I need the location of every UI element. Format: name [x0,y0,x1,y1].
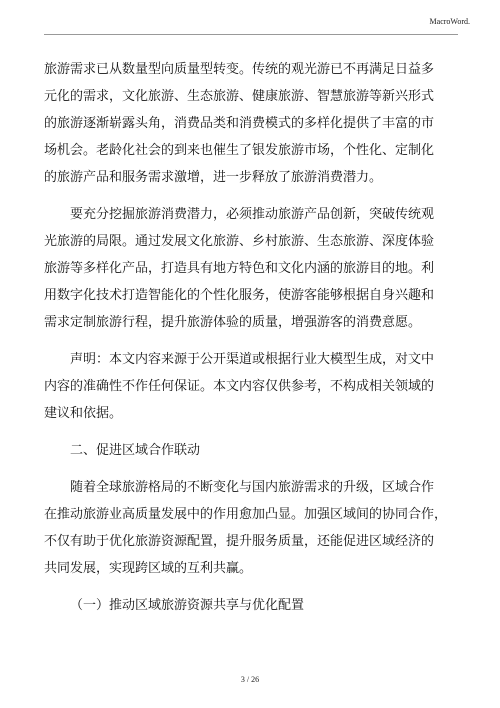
text-line: 随着全球旅游格局的不断变化与国内旅游需求的升级，区域合作 [70,480,435,495]
text-line: 光旅游的局限。通过发展文化旅游、乡村旅游、生态旅游、深度体验 [44,234,435,249]
header-divider [44,34,458,35]
text-line: 要充分挖掘旅游消费潜力，必须推动旅游产品创新，突破传统观 [70,207,435,222]
text-line: 声明：本文内容来源于公开渠道或根据行业大模型生成，对文中 [70,352,435,367]
text-line: 场机会。老龄化社会的到来也催生了银发旅游市场，个性化、定制化 [44,143,435,158]
text-line: 旅游需求已从数量型向质量型转变。传统的观光游已不再满足日益多 [44,62,435,77]
section-heading: 二、促进区域合作联动 [70,443,201,458]
text-line: 旅游等多样化产品，打造具有地方特色和文化内涵的旅游目的地。利 [44,261,435,276]
text-line: 内容的准确性不作任何保证。本文内容仅供参考，不构成相关领域的 [44,379,435,394]
text-line: 在推动旅游业高质量发展中的作用愈加凸显。加强区域间的协同合作， [44,507,448,522]
text-line: 的旅游逐渐崭露头角，消费品类和消费模式的多样化提供了丰富的市 [44,116,435,131]
text-line: 的旅游产品和服务需求激增，进一步释放了旅游消费潜力。 [44,170,383,185]
header-brand: MacroWord. [429,17,470,26]
text-line: 共同发展，实现跨区域的互利共赢。 [44,561,253,576]
text-line: 用数字化技术打造智能化的个性化服务，使游客能够根据自身兴趣和 [44,288,435,303]
subsection-heading: （一）推动区域旅游资源共享与优化配置 [70,598,305,613]
paragraph-disclaimer [44,346,458,427]
paragraph-tourism-demand [44,56,458,191]
text-line: 需求定制旅游行程，提升旅游体验的质量，增强游客的消费意愿。 [44,315,422,330]
text-line: 元化的需求，文化旅游、生态旅游、健康旅游、智慧旅游等新兴形式 [44,89,435,104]
paragraph-product-innovation [44,201,458,336]
text-line: 建议和依据。 [44,406,123,421]
page-content [44,56,458,619]
text-line: 不仅有助于优化旅游资源配置，提升服务质量，还能促进区域经济的 [44,534,435,549]
paragraph-regional-cooperation [44,474,458,582]
page-number: 3 / 26 [240,675,260,684]
